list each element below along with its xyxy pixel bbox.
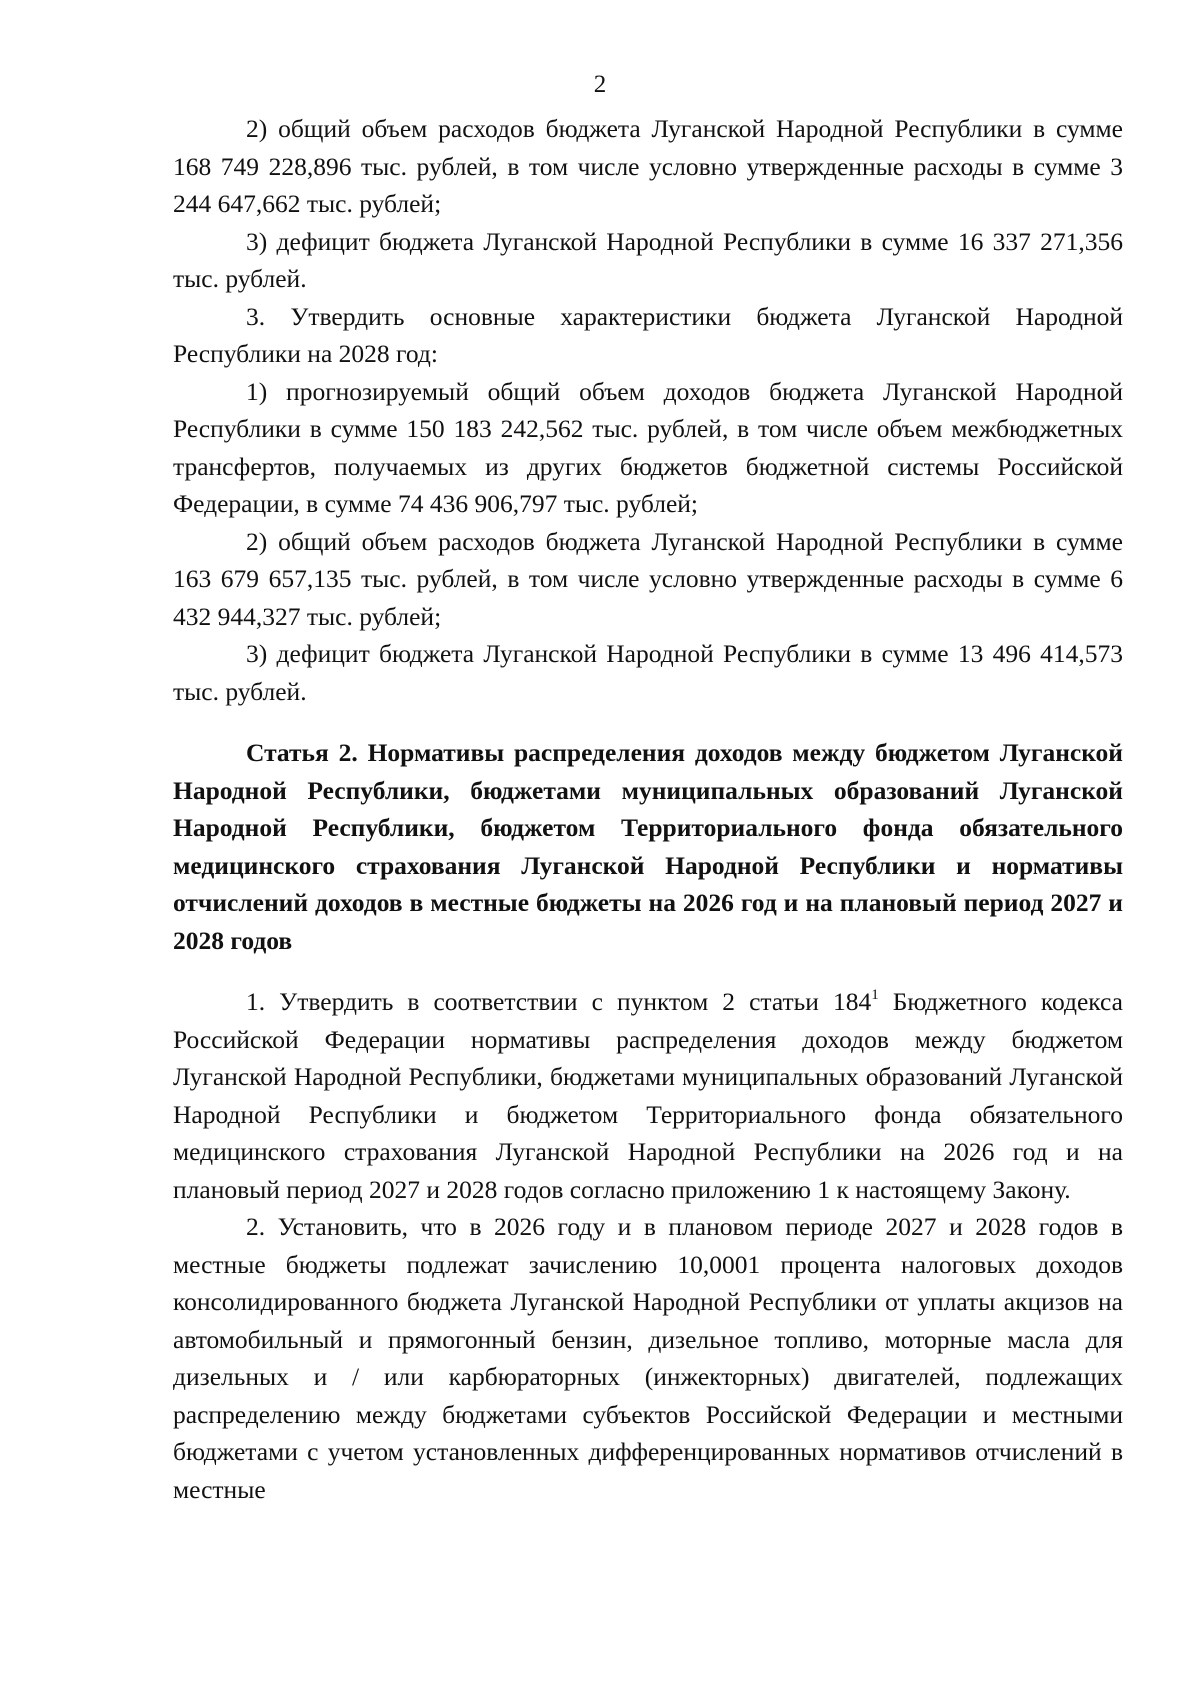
- paragraph-expenditure-2028: 2) общий объем расходов бюджета Луганской Народной Республики в сумме 163 679 657,135 тыс. рублей, в том числе условно утвержденные расходы в сумме 6 432 944,327 тыс. рублей;: [173, 526, 1123, 631]
- paragraph-1-text-start: 1. Утвердить в соответствии с пунктом 2 статьи 184: [246, 987, 872, 1016]
- paragraph-deficit-2027: 3) дефицит бюджета Луганской Народной Республики в сумме 16 337 271,356 тыс. рублей.: [173, 226, 1123, 293]
- paragraph-revenue-2028: 1) прогнозируемый общий объем доходов бюджета Луганской Народной Республики в сумме 150 183 242,562 тыс. рублей, в том числе объем межбюджетных трансфертов, получаемых из других бюджетов бюджетной системы Российской Федерации, в сумме 74 436 906,797 тыс. рублей;: [173, 376, 1123, 518]
- paragraph-deficit-2028: 3) дефицит бюджета Луганской Народной Республики в сумме 13 496 414,573 тыс. рублей.: [173, 639, 1123, 706]
- page-number: 2: [593, 71, 607, 98]
- article-2-paragraph-1: [173, 983, 1123, 1208]
- paragraph-item-3-2028: 3. Утвердить основные характеристики бюджета Луганской Народной Республики на 2028 год:: [173, 301, 1123, 368]
- document-body: [173, 110, 1123, 1508]
- superscript-marker: 1: [871, 987, 879, 1003]
- article-2-heading: Статья 2. Нормативы распределения доходов между бюджетом Луганской Народной Республики, бюджетами муниципальных образований Луганской Народной Республики, бюджетом Территориального фонда обязательного медицинского страхования Луганской Народной Республики и нормативы отчислений доходов в местные бюджеты на 2026 год и на плановый период 2027 и 2028 годов: [173, 738, 1123, 955]
- paragraph-1-text-end: Бюджетного кодекса Российской Федерации нормативы распределения доходов между бюджетом Луганской Народной Республики, бюджетами муниципальных образований Луганской Народной Республики и бюджетом Территориального фонда обязательного медицинского страхования Луганской Народной Республики на 2026 год и на плановый период 2027 и 2028 годов согласно приложению 1 к настоящему Закону.: [173, 987, 1123, 1204]
- paragraph-expenditure-2027: 2) общий объем расходов бюджета Луганской Народной Республики в сумме 168 749 228,896 тыс. рублей, в том числе условно утвержденные расходы в сумме 3 244 647,662 тыс. рублей;: [173, 114, 1123, 218]
- article-2-paragraph-2: 2. Установить, что в 2026 году и в плановом периоде 2027 и 2028 годов в местные бюджеты подлежат зачислению 10,0001 процента налоговых доходов консолидированного бюджета Луганской Народной Республики от уплаты акцизов на автомобильный и прямогонный бензин, дизельное топливо, моторные масла для дизельных и / или карбюраторных (инжекторных) двигателей, подлежащих распределению между бюджетами субъектов Российской Федерации и местными бюджетами с учетом установленных дифференцированных нормативов отчислений в местные: [173, 1212, 1123, 1504]
